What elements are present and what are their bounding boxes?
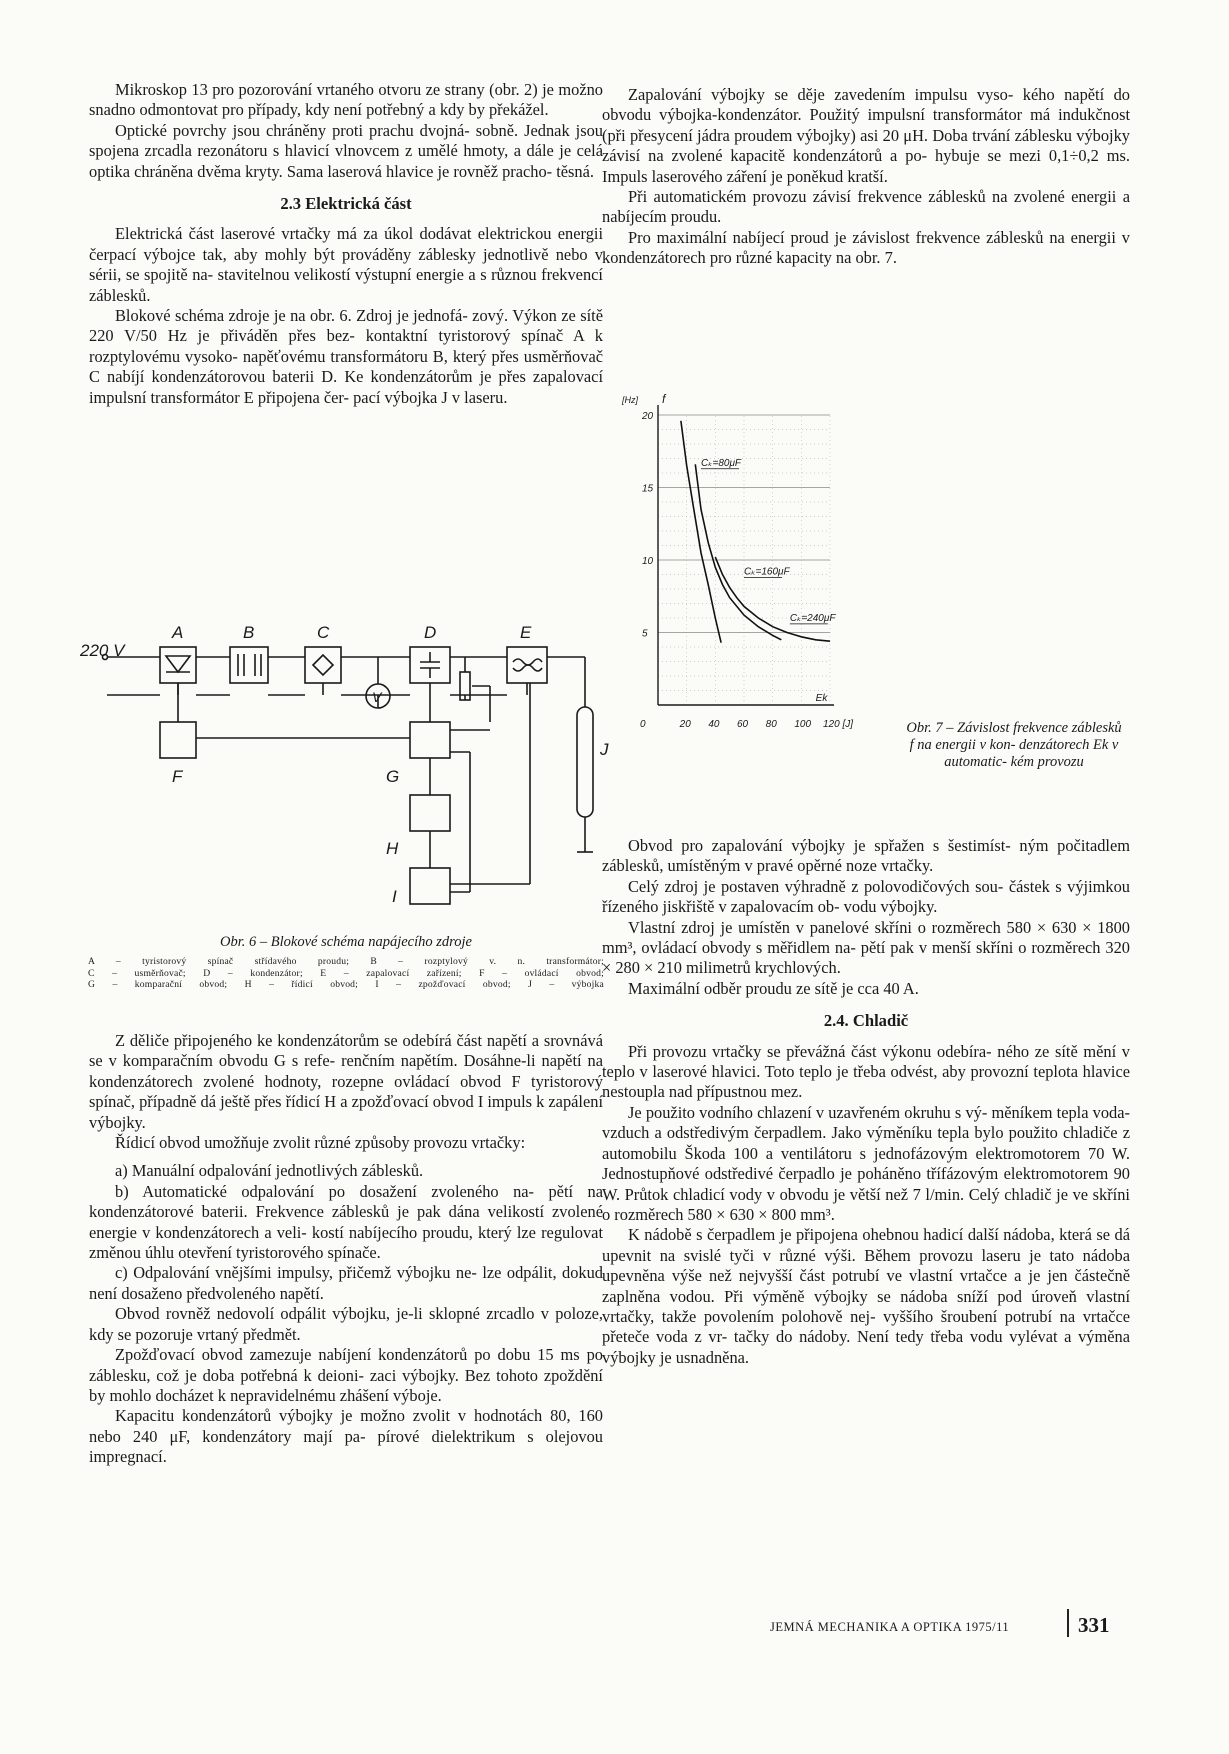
paragraph: Optické povrchy jsou chráněny proti prachu dvojná- sobně. Jednak jsou spojena zrcadla rezonátoru s hlavicí vlnovcem z umělé hmoty, a dále je celá optika chráněna dvěma kryty. Sama laserová hlavice je rovněž pracho- těsná. [89,120,603,181]
x-tick-label: 20 [679,719,691,730]
paragraph: Zapalování výbojky se děje zavedením impulsu vyso- kého napětí do obvodu výbojka-kondenzátor. Použitý impulsní transformátor má indukčnost (při přesycení jádra proudem výbojky) asi 20 μH. Doba trvání záblesku výbojky závisí na zvolené kapacitě kondenzátorů a po- hybuje se mezi 0,1÷0,2 ms. Impuls laserového záření je poněkud kratší. [602,85,1130,186]
paragraph: Při provozu vrtačky se převážná část výkonu odebíra- ného ze sítě mění v teplo v laserové hlavici. Toto teplo je třeba odvést, aby provozní teplota hlavice nestoupla nad přípustnou mez. [602,1041,1130,1102]
paragraph: b) Automatické odpalování po dosažení zvoleného na- pětí na kondenzátorové baterii. Frekvence záblesků je pak dána velikostí zvolené energie v kondenzátorech a veli- kostí nabíjecího proudu, který lze regulovat změnou úhlu otevření tyristorového spínače. [89,1181,603,1263]
paragraph: Kapacitu kondenzátorů výbojky je možno zvolit v hodnotách 80, 160 nebo 240 μF, kondenzátory mají pa- pírové dielektrikum s olejovou impregnací. [89,1406,603,1467]
block-label: A [172,623,184,642]
footer-divider [1067,1609,1069,1637]
right-column-bottom [602,836,1130,1368]
page-number: 331 [1078,1613,1110,1637]
block-label: J [600,740,609,759]
block-label: C [317,623,330,642]
block-label: G [386,767,400,786]
y-axis-label: f [662,392,666,406]
block-label: F [172,767,183,786]
block-diagram-fig6 [80,612,620,932]
paragraph: Je použito vodního chlazení v uzavřeném okruhu s vý- měníkem tepla voda-vzduch a odstředivým čerpadlem. Jako výměníku tepla bylo použito chladiče z automobilu Škoda 100 a ventilátoru s jednofázovým elektromotorem 70 W. Jednostupňové odstředivé čerpadlo je poháněno třífázovým elektromotorem 90 W. Průtok chladicí vody v obvodu je větší než 7 l/min. Celý chladič je ve skříni o rozměrech 580 × 630 × 800 mm³. [602,1102,1130,1224]
paragraph: Z děliče připojeného ke kondenzátorům se odebírá část napětí a srovnává se v komparačním obvodu G s refe- renčním napětím. Dosáhne-li napětí na kondenzátorech zvolené hodnoty, rozepne ovládací obvod F tyristorový spínač, případně dá ještě přes řídicí H a zpožďovací obvod I impuls k zapálení výbojky. [89,1031,603,1132]
left-column-top [89,80,603,408]
frequency-energy-chart [620,392,910,820]
section-heading-2-3: 2.3 Elektrická část [280,194,412,214]
left-column-bottom [89,1031,603,1468]
paragraph: Při automatickém provozu závisí frekvence záblesků na zvolené energii a nabíjecím proudu. [602,187,1130,227]
x-tick-label: 120 [J] [823,719,854,730]
section-heading-2-4: 2.4. Chladič [823,1011,909,1031]
voltmeter-label: V [372,689,382,705]
x-tick-label: 100 [794,719,812,730]
y-tick-label: 20 [642,411,654,422]
paragraph: a) Manuální odpalování jednotlivých záblesků. [115,1161,424,1181]
series-label: Cₖ=240μF [789,612,836,624]
paragraph: c) Odpalování vnějšími impulsy, přičemž výbojku ne- lze odpálit, dokud není dosaženo předvoleného napětí. [89,1263,603,1303]
y-axis-unit: [Hz] [622,395,639,405]
paragraph: Pro maximální nabíjecí proud je závislost frekvence záblesků na energii v kondenzátorech pro různé kapacity na obr. 7. [602,227,1130,268]
voltage-label: 220 V [80,641,125,660]
paragraph: Zpožďovací obvod zamezuje nabíjení kondenzátorů po dobu 15 ms po záblesku, což je doba potřebná k deioni- zaci výbojky. Bez tohoto zpoždění by mohlo docházet k nepravidelnému zhášení výboje. [89,1345,603,1405]
legend-line: G – komparační obvod; H – řídicí obvod; I – zpožďovací obvod; J – výbojka [88,979,604,990]
paragraph: Maximální odběr proudu ze sítě je cca 40 A. [628,978,919,998]
series-label: Cₖ=80μF [701,457,742,469]
legend-line: C – usměrňovač; D – kondenzátor; E – zapalovací zařízení; F – ovládací obvod; [88,967,604,979]
paragraph: Blokové schéma zdroje je na obr. 6. Zdroj je jednofá- zový. Výkon ze sítě 220 V/50 Hz je přiváděn přes bez- kontaktní tyristorový spínač A k rozptylovému vysoko- napěťovému transformátoru B, který přes usměrňovač C nabíjí kondenzátorovou baterii D. Ke kondenzátorům je přes zapalovací impulsní transformátor E připojena čer- pací výbojka J v laseru. [89,306,603,407]
block-label: B [243,623,255,642]
y-tick-label: 5 [642,628,648,640]
block-label: E [520,623,532,642]
paragraph: K nádobě s čerpadlem je připojena ohebnou hadicí další nádoba, která se dá upevnit na svislé tyči v různé výši. Během provozu laseru je tato nádoba upevněna výše než nejvyšší část potrubí ve vlastní vrtačce a je jen částečně zaplněna vodou. Při výměně výbojky se nádoba sníží pod úroveň vlastní vrtačky, takže povolením polohově nej- vyššího šroubení potrubí na vrtačce přeteče voda z vr- tačky do nádoby. Není tedy třeba vodu vylévat a výměna výbojky je usnadněna. [602,1225,1130,1367]
series-line [681,421,721,643]
x-tick-label: 0 [640,719,646,730]
paragraph: Celý zdroj je postaven výhradně z polovodičových sou- částek s výjimkou řízeného jiskřiště v zapalovacím ob- vodu výbojky. [602,876,1130,917]
series-label: Cₖ=160μF [744,566,790,578]
x-axis-label: Ek [815,693,828,704]
paragraph: Obvod pro zapalování výbojky je spřažen s šestimíst- ným počitadlem záblesků, umístěným v pravé opěrné noze vrtačky. [602,836,1130,876]
block-label: D [424,623,437,642]
journal-footer: JEMNÁ MECHANIKA A OPTIKA 1975/11 [770,1620,1010,1634]
legend-line: A – tyristorový spínač střídavého proudu; B – rozptylový v. n. transformátor; [88,956,604,967]
paragraph: Vlastní zdroj je umístěn v panelové skříni o rozměrech 580 × 630 × 1800 mm³, ovládací obvody s měřidlem na- pětí pak v menší skříni o rozměrech 320 × 280 × 210 milimetrů krychlových. [602,917,1130,978]
x-tick-label: 80 [765,719,777,730]
block-label: I [392,887,397,906]
paragraph: Řídicí obvod umožňuje zvolit různé způsoby provozu vrtačky: [115,1133,526,1153]
series-line [695,464,781,640]
right-column-top [602,85,1130,269]
paragraph: Mikroskop 13 pro pozorování vrtaného otvoru ze strany (obr. 2) je možno snadno odmontovat pro případy, kdy není potřebný a kdy by překážel. [89,80,603,120]
block-label: H [386,839,399,858]
paragraph: Elektrická část laserové vrtačky má za úkol dodávat elektrickou energii čerpací výbojce tak, aby mohly být prováděny záblesky jednotlivě nebo v sérii, se spojitě na- stavitelnou velikostí výstupní energie a s různou frekvencí záblesků. [89,224,603,305]
fig7-caption: Obr. 7 – Závislost frekvence záblesků f na energii v kon- denzátorech Ek v automatic- kém provozu [906,720,1122,770]
y-tick-label: 15 [642,483,654,495]
paragraph: Obvod rovněž nedovolí odpálit výbojku, je-li sklopné zrcadlo v poloze, kdy se pozoruje vrtaný předmět. [89,1304,603,1344]
fig6-legend [88,956,604,991]
x-tick-label: 60 [737,719,749,730]
y-tick-label: 10 [642,556,654,567]
x-tick-label: 40 [708,719,720,730]
fig6-caption: Obr. 6 – Blokové schéma napájecího zdroje [220,934,472,950]
